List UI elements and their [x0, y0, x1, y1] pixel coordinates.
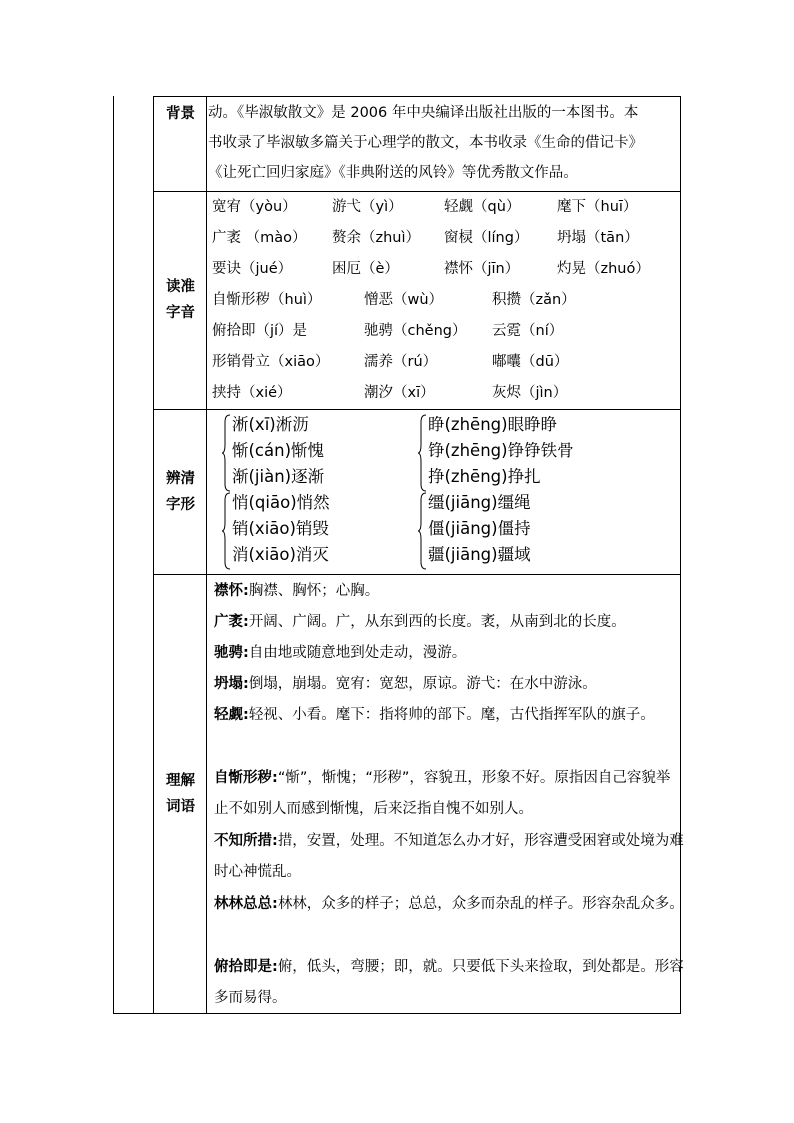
pronunciation-item: 形销骨立（xiāo）: [212, 354, 330, 370]
brace-icon: [418, 414, 428, 492]
row-label-background: 背景: [166, 105, 195, 122]
glyph-entry: 僵(jiāng)僵持: [428, 519, 531, 538]
pronunciation-item: 灼晃（zhuó）: [557, 261, 650, 277]
vocab-entry: [214, 763, 684, 825]
pronunciation-item: 自惭形秽（huì）: [212, 292, 322, 308]
pronunciation-item: 濡养（rú）: [364, 354, 438, 370]
background-line: 动。《毕淑敏散文》是 2006 年中央编译出版社出版的一本图书。本: [208, 105, 639, 121]
brace-icon: [418, 492, 428, 570]
pronunciation-item: 游弋（yì）: [332, 199, 403, 215]
brace-icon: [222, 414, 232, 492]
pronunciation-item: 宽宥（yòu）: [212, 199, 297, 215]
pronunciation-item: 困厄（è）: [332, 261, 399, 277]
vocab-entry: [214, 700, 684, 731]
background-line: 《让死亡回归家庭》《非典附送的风铃》等优秀散文作品。: [208, 165, 578, 181]
glyph-entry: 渐(jiàn)逐渐: [232, 467, 325, 486]
glyph-entry: 睁(zhēng)眼睁睁: [428, 415, 558, 434]
vocab-term: 坍塌:: [214, 676, 249, 692]
table-divider: [154, 96, 680, 97]
pronunciation-item: 积攒（zǎn）: [492, 292, 576, 308]
vocab-definition: 胸襟、胸怀；心胸。: [248, 583, 380, 599]
vocab-term: 驰骋:: [214, 645, 249, 661]
pronunciation-item: 嘟囔（dū）: [492, 354, 569, 370]
vocab-definition: 俯，低头，弯腰；即，就。只要低下头来捡取，到处都是。形容多而易得。: [214, 959, 684, 1006]
vocab-term: 襟怀:: [214, 583, 249, 599]
pronunciation-item: 轻觑（qù）: [444, 199, 521, 215]
row-label-pronunciation: 读准 字音: [166, 279, 195, 321]
glyph-entry: 悄(qiāo)悄然: [232, 493, 330, 512]
vocabulary-table: [113, 96, 684, 1014]
vocab-term: 自惭形秽:: [214, 770, 278, 786]
vocab-entry: [214, 576, 684, 607]
pronunciation-item: 赘余（zhuì）: [332, 230, 421, 246]
vocab-definition: 倒塌，崩塌。宽宥：宽恕，原谅。游弋：在水中游泳。: [248, 676, 597, 692]
vocab-term: 轻觑:: [214, 707, 249, 723]
brace-icon: [222, 492, 232, 570]
glyph-entry: 淅(xī)淅沥: [232, 415, 309, 434]
glyph-entry: 缰(jiāng)缰绳: [428, 493, 531, 512]
pronunciation-item: 广袤 （mào）: [212, 230, 307, 246]
vocab-definition: “惭”，惭愧；“形秽”，容貌丑，形象不好。原指因自己容貌举止不如别人而感到惭愧，后来泛指自愧不如别人。: [214, 770, 671, 817]
pronunciation-item: 驰骋（chěng）: [364, 323, 467, 339]
pronunciation-item: 窗棂（líng）: [444, 230, 529, 246]
pronunciation-item: 要诀（jué）: [212, 261, 293, 277]
vocab-entry: [214, 638, 684, 669]
pronunciation-item: 俯拾即（jí）是: [212, 323, 308, 339]
pronunciation-item: 挟持（xié）: [212, 385, 292, 401]
vocab-entry: [214, 607, 684, 638]
glyph-entry: 挣(zhēng)挣扎: [428, 467, 541, 486]
table-divider: [154, 574, 680, 575]
vocab-definition: 措，安置，处理。不知道怎么办才好，形容遭受困窘或处境为难时心神慌乱。: [214, 833, 684, 880]
vocab-definition: 开阔、广阔。广，从东到西的长度。袤，从南到北的长度。: [248, 614, 626, 630]
row-label-vocab: 理解 词语: [166, 773, 195, 815]
pronunciation-item: 麾下（huī）: [557, 199, 638, 215]
pronunciation-item: 云霓（ní）: [492, 323, 564, 339]
vocab-term: 俯拾即是:: [214, 959, 278, 975]
vocab-term: 不知所措:: [214, 833, 278, 849]
glyph-entry: 惭(cán)惭愧: [232, 441, 325, 460]
pronunciation-item: 襟怀（jīn）: [444, 261, 520, 277]
pronunciation-item: 憎恶（wù）: [364, 292, 444, 308]
vocab-entry: [214, 826, 684, 888]
vocab-entry: [214, 669, 684, 700]
vocab-entry: [214, 889, 684, 920]
row-label-glyphs: 辨清 字形: [166, 470, 195, 513]
vocab-term: 广袤:: [214, 614, 249, 630]
glyph-entry: 铮(zhēng)铮铮铁骨: [428, 441, 574, 460]
pronunciation-item: 潮汐（xī）: [364, 385, 435, 401]
vocab-definition: 林林，众多的样子；总总，众多而杂乱的样子。形容杂乱众多。: [277, 896, 684, 912]
vocab-definition: 自由地或随意地到处走动，漫游。: [248, 645, 467, 661]
pronunciation-item: 坍塌（tān）: [557, 230, 639, 246]
table-divider: [154, 409, 680, 410]
vocab-term: 林林总总:: [214, 896, 278, 912]
vocab-entry: [214, 952, 684, 1014]
pronunciation-item: 灰烬（jìn）: [492, 385, 568, 401]
background-line: 书收录了毕淑敏多篇关于心理学的散文，本书收录《生命的借记卡》: [208, 135, 643, 151]
glyph-entry: 消(xiāo)消灭: [232, 545, 329, 564]
background-text: [208, 98, 676, 188]
glyph-entry: 疆(jiāng)疆域: [428, 545, 531, 564]
vocab-definition: 轻视、小看。麾下：指将帅的部下。麾，古代指挥军队的旗子。: [248, 707, 655, 723]
glyph-entry: 销(xiāo)销毁: [232, 519, 329, 538]
